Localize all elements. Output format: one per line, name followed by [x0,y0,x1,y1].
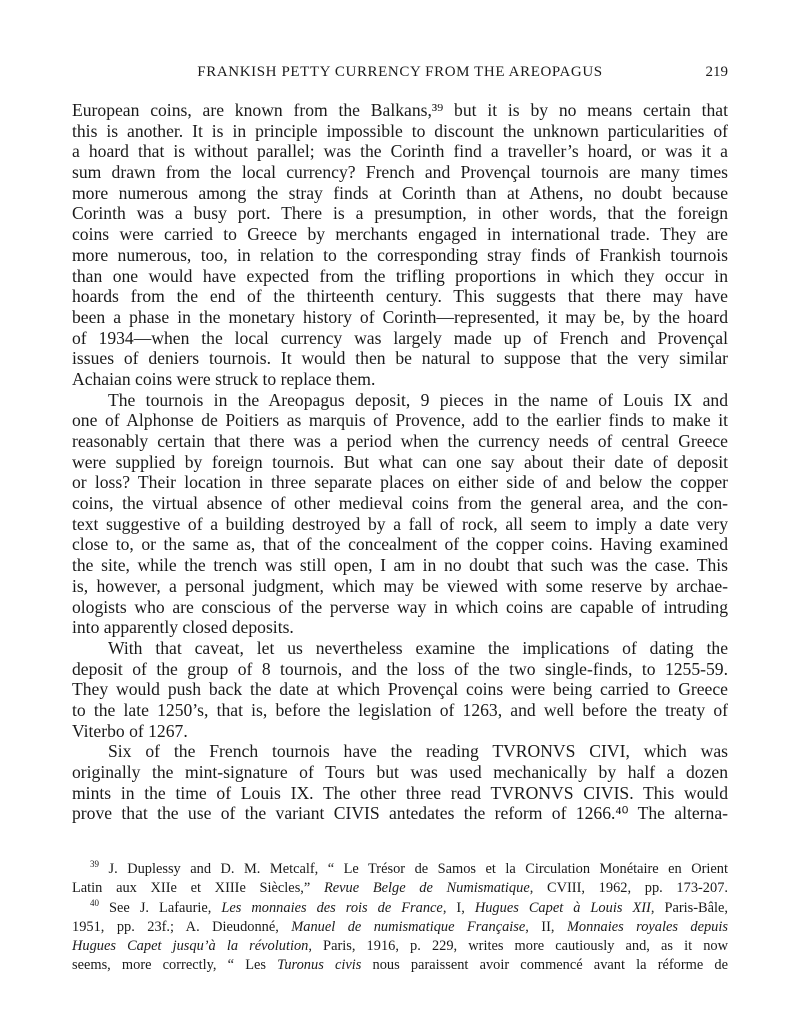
text-line: coins, the virtual absence of other medieval coins from the general area, and the con- [72,493,728,514]
running-head [72,64,728,86]
text-line: Six of the French tournois have the reading TVRONVS CIVI, which was [108,741,728,762]
text-line: ologists who are conscious of the perverse way in which coins are capable of intruding [72,596,728,617]
text-line: text suggestive of a building destroyed by a fall of rock, all seem to imply a date very [72,513,728,534]
text-line: or loss? Their location in three separate places on either side of and below the copper [72,472,728,493]
footnote-text: nous paraissent avoir commencé avant la réforme de [361,957,728,974]
footnote-40-line [72,956,728,975]
text-line: the site, while the trench was still open, I am in no doubt that such was the case. This [72,555,728,576]
text-line: The tournois in the Areopagus deposit, 9 pieces in the name of Louis IX and [108,389,728,410]
text-line: coins were carried to Greece by merchants engaged in international trade. They are [72,224,728,245]
footnote-text: See J. Lafaurie, [109,899,222,916]
text-line: to the late 1250’s, that is, before the legislation of 1263, and well before the treaty of [72,699,728,720]
text-line: been a phase in the monetary history of Corinth—represented, it may be, by the hoard [72,306,728,327]
text-line: sum drawn from the local currency? French and Provençal tournois are many times [72,162,728,183]
book-title: Manuel de numismatique Française [291,918,526,935]
footnote-text: , II, [525,918,567,935]
text-line: into apparently closed deposits. [72,617,294,638]
text-line: is, however, a personal judgment, which may be viewed with some reserve by archae- [72,575,728,596]
running-title: FRANKISH PETTY CURRENCY FROM THE AREOPAGUS [197,64,603,80]
text-line: prove that the use of the variant CIVIS antedates the reform of 1266.⁴⁰ The alterna- [72,803,728,824]
footnote-text: , CVIII, 1962, pp. 173-207. [529,880,728,897]
text-line: Achaian coins were struck to replace them. [72,368,376,389]
text-line: of 1934—when the local currency was largely made up of French and Provençal [72,327,728,348]
text-line: were supplied by foreign tournois. But what can one say about their date of deposit [72,451,728,472]
book-title: Hugues Capet à Louis XII [474,899,651,916]
text-line: deposit of the group of 8 tournois, and the loss of the two single-finds, to 1255-59. [72,658,728,679]
text-line: more numerous, too, in relation to the corresponding stray finds of Frankish tournois [72,244,728,265]
book-title: Hugues Capet jusqu’à la révolution [72,938,309,955]
footnote-text: seems, more correctly, “ Les [72,957,278,974]
footnote-40 [72,899,728,918]
text-line: mints in the time of Louis IX. The other three read TVRONVS CIVIS. This would [72,782,728,803]
text-line: With that caveat, let us nevertheless examine the implications of dating the [108,637,728,658]
text-line: a hoard that is without parallel; was the Corinth find a traveller’s hoard, or was it a [72,141,728,162]
footnote-marker: 40 [90,897,99,908]
text-line: more numerous among the stray finds at Corinth than at Athens, no doubt because [72,182,728,203]
text-line: Corinth was a busy port. There is a presumption, in other words, that the foreign [72,203,728,224]
footnote-text: , I, [442,899,475,916]
book-title: Monnaies royales depuis [566,918,728,935]
footnote-40-line [72,918,728,937]
footnote-text: , Paris-Bâle, [650,899,728,916]
footnote-text: J. Duplessy and D. M. Metcalf, “ Le Trésor de Samos et la Circulation Monétaire en Orient [108,861,728,877]
text-line: issues of deniers tournois. It would then be natural to suppose that the very similar [72,348,728,369]
text-line: than one would have expected from the trifling proportions in which they occur in [72,265,728,286]
footnote-text: Latin aux XIIe et XIIIe Siècles,” [72,880,324,897]
body-text [72,100,728,824]
book-title: Les monnaies des rois de France [221,899,443,916]
journal-title: Revue Belge de Numismatique [323,880,530,897]
footnote-marker: 39 [90,859,99,869]
text-line: Viterbo of 1267. [72,720,188,741]
text-line: originally the mint-signature of Tours but was used mechanically by half a dozen [72,762,728,782]
text-line: close to, or the same as, that of the concealment of the copper coins. Having examined [72,534,728,555]
text-line: European coins, are known from the Balkans,³⁹ but it is by no means certain that [72,100,728,120]
text-line: reasonably certain that there was a period when the currency needs of central Greece [72,431,728,451]
text-line: this is another. It is in principle impossible to discount the unknown particularities of [72,120,728,141]
quoted-term: Turonus civis [277,957,362,974]
footnote-39-line [72,879,728,898]
footnotes [72,860,728,976]
footnote-text: 1951, pp. 23f.; A. Dieudonné, [72,918,292,935]
footnote-39 [72,860,728,879]
footnote-40-line [72,937,728,956]
text-line: hoards from the end of the thirteenth century. This suggests that there may have [72,286,728,307]
text-line: They would push back the date at which Provençal coins were being carried to Greece [72,679,728,700]
footnote-text: , Paris, 1916, p. 229, writes more cautiously and, as it now [308,938,729,955]
text-line: one of Alphonse de Poitiers as marquis of Provence, add to the earlier finds to make it [72,410,728,431]
page-number: 219 [705,64,728,80]
